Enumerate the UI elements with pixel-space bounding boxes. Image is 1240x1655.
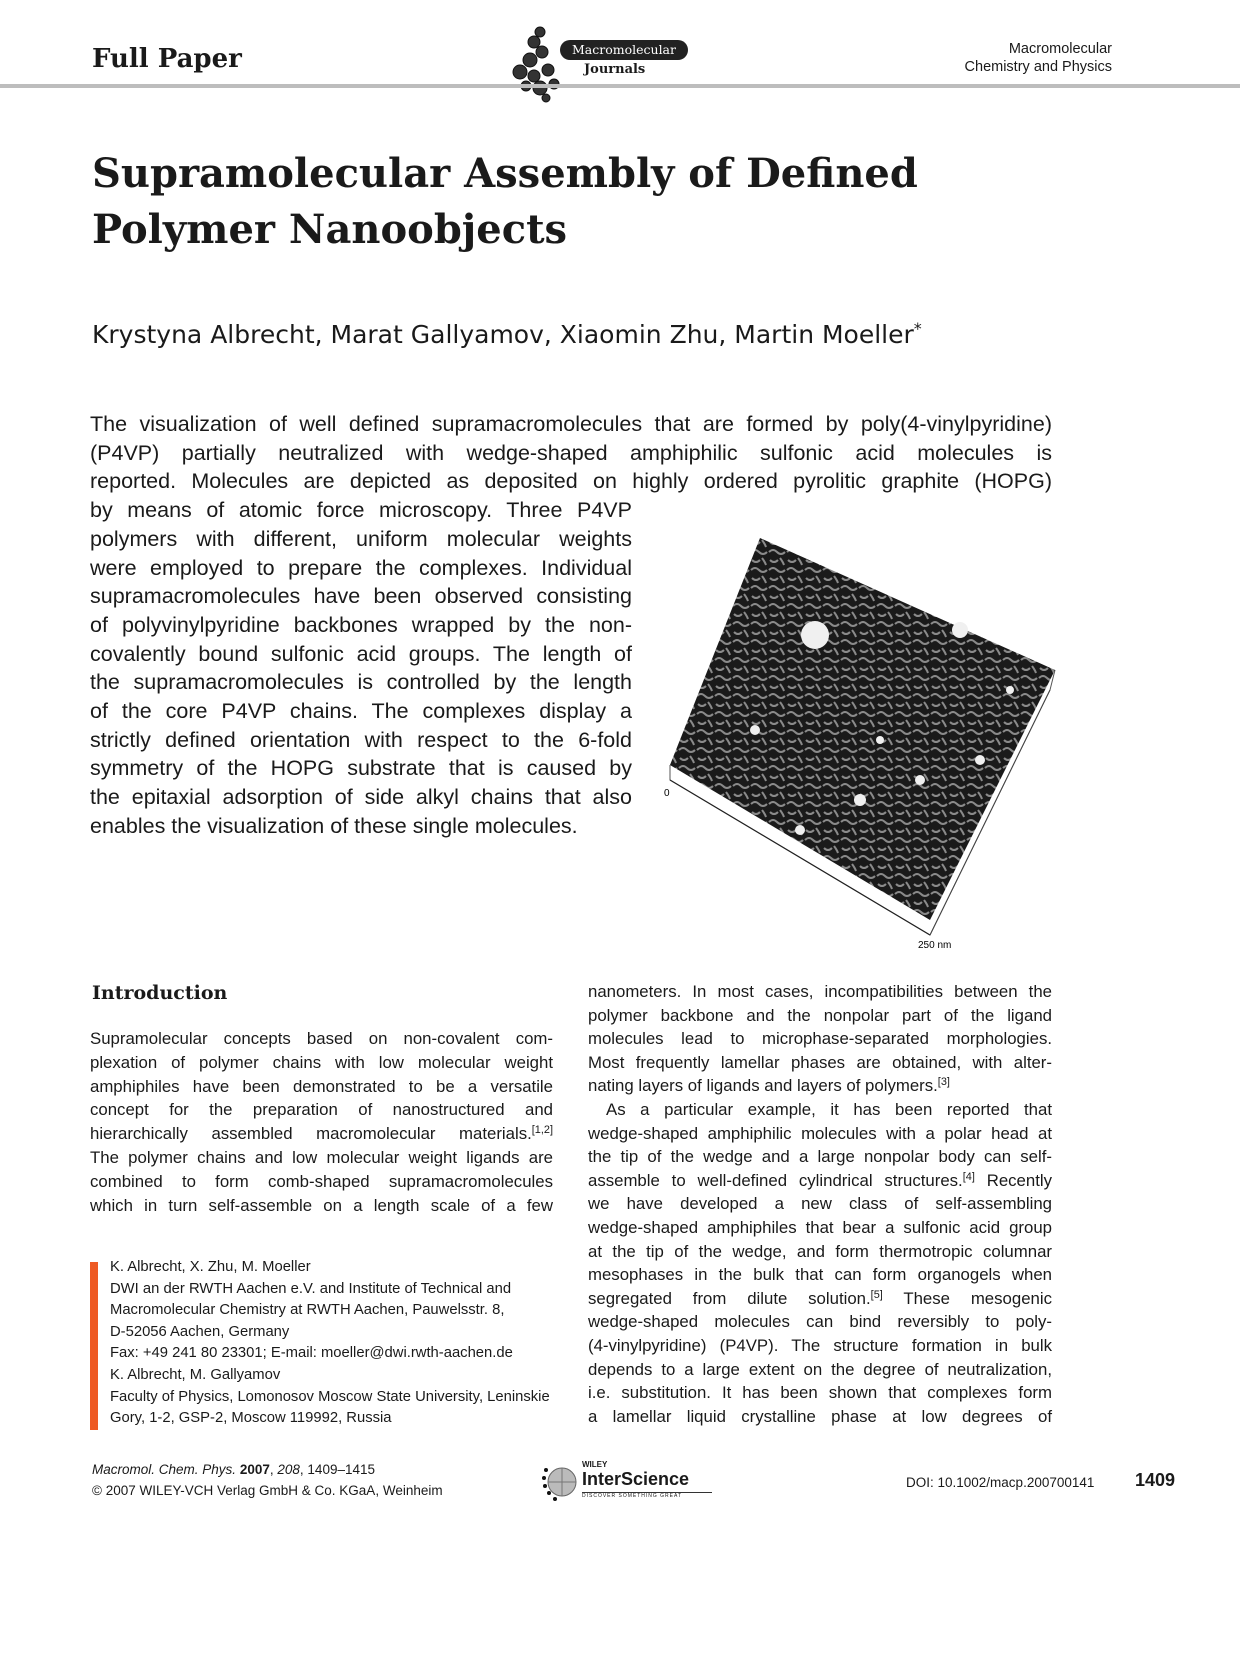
text-line	[588, 1053, 1052, 1073]
line-text: K. Albrecht, X. Zhu, M. Moeller	[110, 1259, 311, 1275]
scale-label: 250 nm	[918, 940, 952, 950]
copyright: © 2007 WILEY-VCH Verlag GmbH & Co. KGaA, Weinheim	[92, 1483, 443, 1498]
line-text: wedge-shaped molecules can bind reversibly to poly-	[588, 1312, 1052, 1332]
line-text: by means of atomic force microscopy. Three P4VP	[90, 498, 632, 523]
line-text: wedge-shaped amphiphilic molecules with a polar head at	[588, 1123, 1052, 1143]
publisher-logo	[540, 1460, 720, 1510]
text-line	[90, 785, 632, 814]
afm-image	[660, 530, 1060, 950]
line-text: i.e. substitution. It has been shown that complexes form	[588, 1383, 1052, 1403]
line-text: Gory, 1-2, GSP-2, Moscow 119992, Russia	[110, 1410, 392, 1427]
journal-logo	[510, 24, 700, 104]
line-text: wedge-shaped amphiphiles that bear a sulfonic acid group	[588, 1218, 1052, 1237]
author-list	[92, 320, 922, 349]
line-text: Faculty of Physics, Lomonosov Moscow State University, Leninskie	[110, 1388, 550, 1405]
section-label: Full Paper	[92, 44, 242, 74]
text-line	[90, 1148, 553, 1168]
line-text: mesophases in the bulk that can form organogels when	[588, 1265, 1052, 1285]
text-line	[90, 670, 632, 699]
wiley-label: WILEY	[582, 1460, 608, 1469]
line-text: we have developed a new class of self-assembling	[588, 1194, 1052, 1214]
line-text: of polyvinylpyridine backbones wrapped by the non-	[90, 612, 632, 637]
text-line	[588, 1171, 1052, 1191]
text-line	[588, 1265, 1052, 1285]
line-text: a lamellar liquid crystalline phase at low degrees of	[588, 1406, 1052, 1426]
text-line	[90, 728, 632, 757]
line-text: polymers with different, uniform molecular weights	[90, 526, 632, 551]
text-line	[588, 1029, 1052, 1049]
text-line	[588, 1336, 1052, 1356]
pages: 1409–1415	[307, 1462, 375, 1477]
globe-icon	[540, 1460, 580, 1506]
line-text: segregated from dilute solution.	[588, 1288, 871, 1308]
doi: DOI: 10.1002/macp.200700141	[906, 1475, 1095, 1490]
journal-name-line: Macromolecular	[1008, 41, 1112, 57]
line-text: plexation of polymer chains with low molecular weight	[90, 1052, 553, 1072]
line-text: were employed to prepare the complexes. Individual	[90, 555, 632, 580]
text-line	[110, 1259, 560, 1275]
text-line	[90, 527, 632, 556]
citation-ref: [1,2]	[531, 1124, 553, 1137]
line-text: which in turn self-assemble on a length scale of a few	[90, 1195, 553, 1215]
journal-name-line: Chemistry and Physics	[964, 59, 1112, 75]
text-line	[90, 1077, 553, 1097]
text-line	[90, 1172, 553, 1192]
text-line	[90, 584, 632, 613]
line-text: assemble to well-defined cylindrical structures.	[588, 1170, 963, 1190]
line-text: DWI an der RWTH Aachen e.V. and Institute of Technical and	[110, 1280, 512, 1297]
line-text: polymer backbone and the nonpolar part of the ligand	[588, 1005, 1052, 1025]
header-rule	[0, 84, 1240, 88]
line-text: As a particular example, it has been reported that	[606, 1100, 1052, 1119]
line-text: K. Albrecht, M. Gallyamov	[110, 1367, 281, 1383]
journal-name	[965, 40, 1112, 76]
paper-title	[92, 146, 918, 258]
text-line	[588, 1006, 1052, 1026]
text-line	[90, 814, 632, 843]
text-line	[588, 1289, 1052, 1309]
line-text: The visualization of well defined supramacromolecules that are formed by poly(4-vinylpyridine)	[90, 412, 1052, 436]
line-text: enables the visualization of these single molecules.	[90, 813, 578, 838]
axis-zero-label: 0	[664, 788, 670, 799]
section-heading-introduction: Introduction	[92, 982, 228, 1004]
line-text: concept for the preparation of nanostructured and	[90, 1100, 553, 1120]
line-text: Supramolecular concepts based on non-covalent com-	[90, 1029, 553, 1048]
text-line	[606, 1100, 1052, 1120]
line-text: Recently	[974, 1170, 1053, 1190]
line-text: supramacromolecules have been observed consisting	[90, 584, 632, 609]
text-line	[90, 613, 632, 642]
afm-figure	[660, 530, 1060, 950]
text-line	[90, 1196, 553, 1216]
page-number: 1409	[1135, 1470, 1176, 1490]
text-line	[588, 1218, 1052, 1238]
line-text: covalently bound sulfonic acid groups. The length of	[90, 641, 632, 666]
logo-text-journals: Journals	[584, 62, 646, 77]
line-text: strictly defined orientation with respect to the 6-fold	[90, 727, 632, 752]
text-line	[90, 498, 632, 527]
corresponding-mark: *	[913, 319, 922, 339]
text-line	[588, 1124, 1052, 1144]
text-line	[110, 1324, 560, 1340]
citation-ref: [5]	[870, 1288, 883, 1301]
line-text: the epitaxial adsorption of side alkyl chains that also	[90, 785, 632, 810]
molecule-logo-icon	[510, 24, 570, 104]
text-line	[90, 1029, 553, 1049]
citation-ref: [4]	[962, 1170, 975, 1183]
text-line	[588, 1360, 1052, 1380]
line-text: of the core P4VP chains. The complexes display a	[90, 699, 632, 723]
line-text: nanometers. In most cases, incompatibilities between the	[588, 982, 1052, 1001]
text-line	[110, 1345, 560, 1361]
line-text: combined to form comb-shaped supramacromolecules	[90, 1171, 553, 1191]
text-line	[588, 1147, 1052, 1167]
afm-surface	[670, 538, 1055, 920]
line-text: Fax: +49 241 80 23301; E-mail: moeller@dwi.rwth-aachen.de	[110, 1345, 513, 1362]
text-line	[588, 1242, 1052, 1262]
line-text: nating layers of ligands and layers of polymers.	[588, 1076, 938, 1096]
tagline: DISCOVER SOMETHING GREAT	[582, 1492, 712, 1499]
line-text: hierarchically assembled macromolecular materials.	[90, 1124, 532, 1144]
line-text: the supramacromolecules is controlled by the length	[90, 670, 632, 695]
year: 2007	[239, 1462, 270, 1477]
line-text: the tip of the wedge and a large nonpolar body can self-	[588, 1147, 1052, 1167]
text-line	[110, 1281, 560, 1297]
line-text: These mesogenic	[882, 1288, 1052, 1308]
text-line	[588, 1407, 1052, 1427]
title-line: Supramolecular Assembly of Defined	[92, 150, 918, 197]
line-text: depends to a large extent on the degree of neutralization,	[588, 1359, 1052, 1379]
text-line	[90, 469, 1052, 498]
text-line	[110, 1367, 560, 1383]
line-text: D-52056 Aachen, Germany	[110, 1323, 290, 1340]
authors-text: Krystyna Albrecht, Marat Gallyamov, Xiaomin Zhu, Martin Moeller	[92, 320, 914, 349]
text-line	[90, 1124, 553, 1144]
logo-text-macromolecular: Macromolecular	[560, 40, 688, 60]
line-text: reported. Molecules are depicted as deposited on highly ordered pyrolitic graphite (HOPG)	[90, 469, 1052, 494]
text-line	[588, 982, 1052, 1002]
text-line	[90, 642, 632, 671]
line-text: Macromolecular Chemistry at RWTH Aachen, Pauwelsstr. 8,	[110, 1302, 505, 1319]
journal-abbr: Macromol. Chem. Phys.	[92, 1462, 237, 1477]
line-text: Most frequently lamellar phases are obtained, with alter-	[588, 1052, 1052, 1072]
text-line	[90, 1100, 553, 1120]
title-line: Polymer Nanoobjects	[92, 206, 568, 253]
text-line	[588, 1312, 1052, 1332]
text-line	[110, 1389, 560, 1405]
line-text: at the tip of the wedge, and form thermotropic columnar	[588, 1241, 1052, 1261]
volume: 208	[277, 1462, 300, 1477]
line-text: (P4VP) partially neutralized with wedge-shaped amphiphilic sulfonic acid molecules is	[90, 440, 1052, 465]
line-text: amphiphiles have been demonstrated to be a versatile	[90, 1076, 553, 1096]
text-line	[588, 1383, 1052, 1403]
text-line	[588, 1194, 1052, 1214]
citation-ref: [3]	[937, 1076, 950, 1089]
affiliation-accent-bar	[90, 1262, 98, 1430]
text-line	[90, 556, 632, 585]
line-text: molecules lead to microphase-separated morphologies.	[588, 1029, 1052, 1049]
text-line	[90, 441, 1052, 470]
line-text: symmetry of the HOPG substrate that is caused by	[90, 756, 632, 781]
text-line	[90, 699, 632, 728]
text-line	[90, 1053, 553, 1073]
line-text: The polymer chains and low molecular weight ligands are	[90, 1148, 553, 1167]
line-text: (4-vinylpyridine) (P4VP). The structure formation in bulk	[588, 1336, 1052, 1355]
text-line	[110, 1410, 560, 1426]
interscience-label: InterScience	[582, 1469, 690, 1489]
text-line	[588, 1076, 1052, 1096]
citation: Macromol. Chem. Phys. 2007, 208, 1409–1415	[92, 1462, 375, 1477]
text-line	[90, 412, 1052, 441]
text-line	[90, 756, 632, 785]
text-line	[110, 1302, 560, 1318]
